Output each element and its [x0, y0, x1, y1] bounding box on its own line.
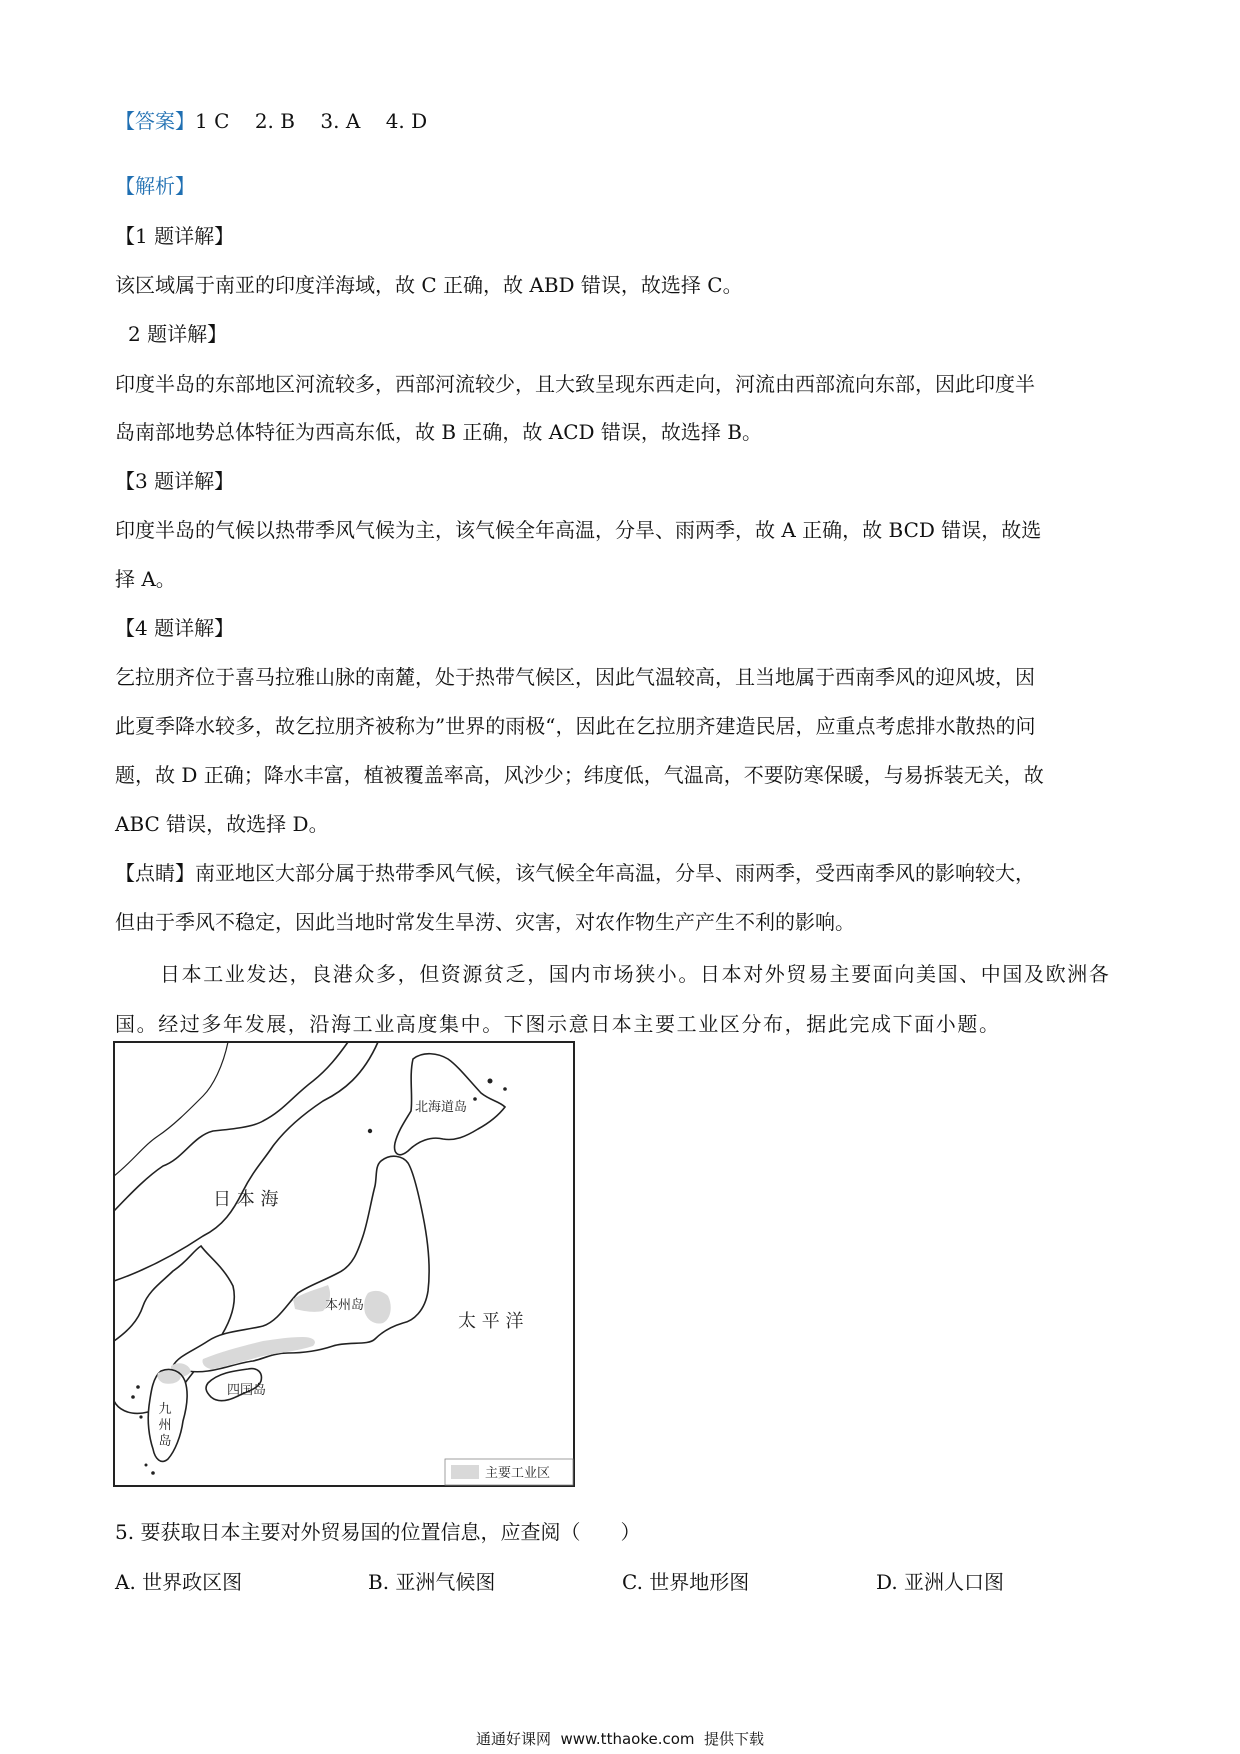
section-text: ABC 错误，故选择 D。 — [115, 812, 329, 836]
question-stem: 5. 要获取日本主要对外贸易国的位置信息，应查阅（ ） — [115, 1520, 641, 1544]
legend-swatch — [451, 1465, 479, 1479]
section-text: 此夏季降水较多，故乞拉朋齐被称为”世界的雨极“，因此在乞拉朋齐建造民居，应重点考虑排水散热的问 — [115, 714, 1036, 738]
section-heading: 【3 题详解】 — [115, 469, 235, 493]
section-heading: 【1 题详解】 — [115, 224, 235, 248]
label-kyushu-3: 岛 — [158, 1434, 172, 1449]
section-heading: 【4 题详解】 — [115, 616, 235, 640]
japan-industrial-map — [113, 1041, 575, 1487]
pointer-line — [115, 859, 1035, 887]
option-c[interactable]: C. 世界地形图 — [622, 1570, 750, 1594]
pointer-text: 南亚地区大部分属于热带季风气候，该气候全年高温，分旱、雨两季，受西南季风的影响较大， — [195, 861, 1035, 885]
label-kyushu-2: 州 — [158, 1418, 172, 1433]
section-text: 题，故 D 正确；降水丰富，植被覆盖率高，风沙少；纬度低，气温高，不要防寒保暖，与易拆装无关，故 — [115, 763, 1044, 787]
section-text: 印度半岛的东部地区河流较多，西部河流较少，且大致呈现东西走向，河流由西部流向东部，因此印度半 — [115, 372, 1035, 396]
passage-text: 国。经过多年发展，沿海工业高度集中。下图示意日本主要工业区分布，据此完成下面小题。 — [115, 1012, 1001, 1036]
option-b[interactable]: B. 亚洲气候图 — [368, 1570, 496, 1594]
option-d[interactable]: D. 亚洲人口图 — [876, 1570, 1005, 1594]
label-pacific: 太 平 洋 — [458, 1311, 524, 1332]
option-a[interactable]: A. 世界政区图 — [115, 1570, 243, 1594]
passage-text: 日本工业发达，良港众多，但资源贫乏，国内市场狭小。日本对外贸易主要面向美国、中国及欧洲各 — [160, 962, 1111, 986]
answer-label: 【答案】 — [115, 109, 195, 133]
section-text: 该区域属于南亚的印度洋海域，故 C 正确，故 ABD 错误，故选择 C。 — [115, 273, 743, 297]
pointer-text: 但由于季风不稳定，因此当地时常发生旱涝、灾害，对农作物生产产生不利的影响。 — [115, 910, 855, 934]
label-shikoku: 四国岛 — [227, 1383, 267, 1398]
label-honshu: 本州岛 — [325, 1298, 365, 1313]
label-sea-of-japan: 日 本 海 — [213, 1189, 279, 1210]
section-text: 岛南部地势总体特征为西高东低，故 B 正确，故 ACD 错误，故选择 B。 — [115, 420, 762, 444]
answer-values: 1 C 2. B 3. A 4. D — [195, 109, 428, 133]
section-text: 印度半岛的气候以热带季风气候为主，该气候全年高温，分旱、雨两季，故 A 正确，故 BCD 错误，故选 — [115, 518, 1042, 542]
label-kyushu-1: 九 — [158, 1402, 172, 1417]
legend-label: 主要工业区 — [485, 1466, 551, 1481]
section-heading: 2 题详解】 — [128, 322, 228, 346]
section-text: 乞拉朋齐位于喜马拉雅山脉的南麓，处于热带气候区，因此气温较高，且当地属于西南季风的迎风坡，因 — [115, 665, 1035, 689]
page-footer: 通通好课网 www.tthaoke.com 提供下载 — [475, 1730, 765, 1748]
answer-line — [115, 107, 427, 135]
analysis-label: 【解析】 — [115, 174, 195, 198]
label-hokkaido: 北海道岛 — [415, 1100, 468, 1115]
section-text: 择 A。 — [115, 567, 176, 591]
pointer-label: 【点睛】 — [115, 861, 195, 885]
